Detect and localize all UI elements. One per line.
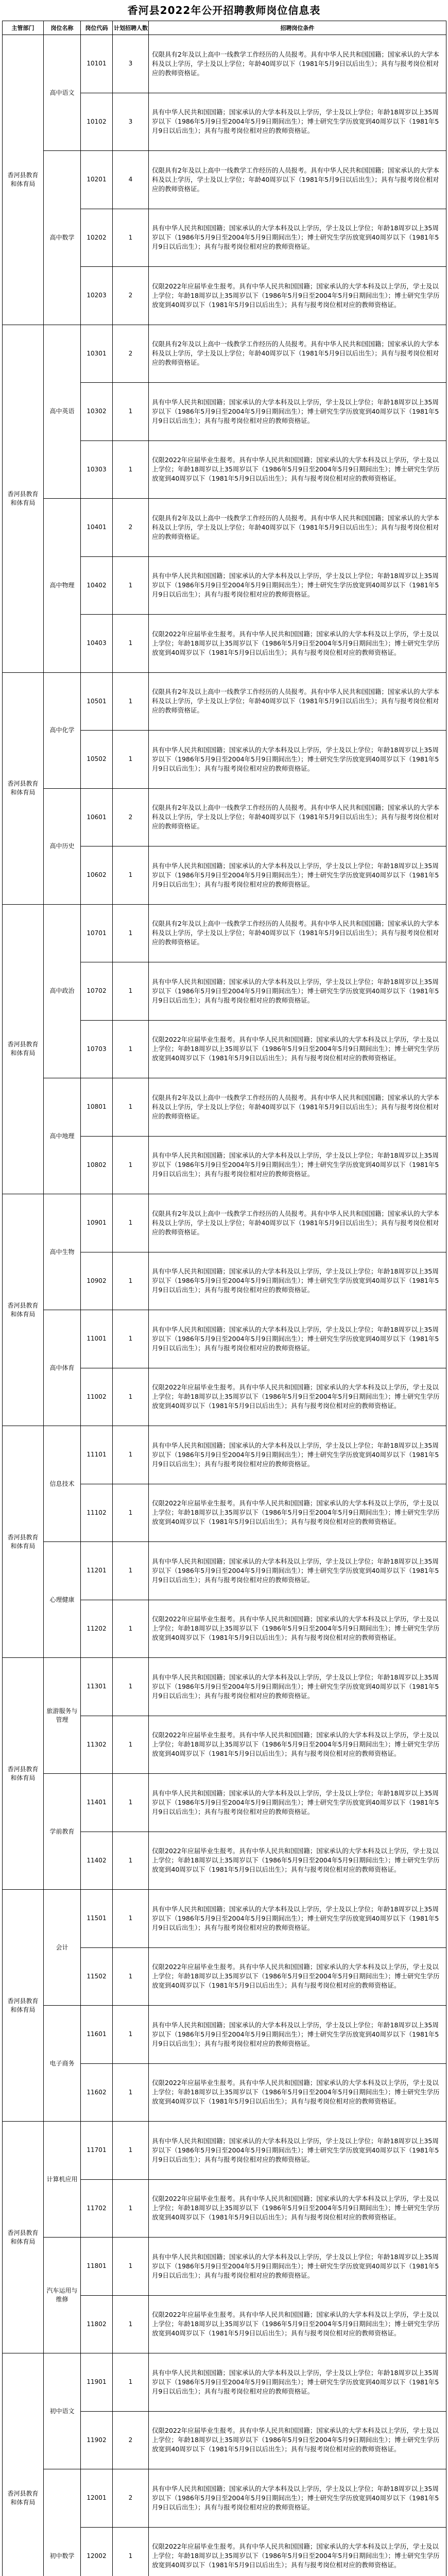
hire-count-cell: 1 xyxy=(113,1078,149,1137)
hire-count-cell: 2 xyxy=(113,788,149,846)
table-row xyxy=(3,1426,446,1484)
hire-count-cell: 1 xyxy=(113,1310,149,1368)
dept-cell: 香河县教育和体育局 xyxy=(3,1658,44,1890)
post-code-cell: 10802 xyxy=(81,1136,113,1194)
post-code-cell: 10601 xyxy=(81,788,113,846)
post-code-cell: 11302 xyxy=(81,1716,113,1774)
conditions-cell: 仅限2022年应届毕业生报考。具有中华人民共和国国籍；国家承认的大学本科及以上学历，学士及以上学位；年龄18周岁以上35周岁以下（1986年5月9日至2004年5月9日期间出生）；博士研究生学历放宽到40周岁以下（1981年5月9日以后出生）；具有与报考岗位相对应的教师资格证。 xyxy=(149,1020,446,1078)
conditions-cell: 具有中华人民共和国国籍；国家承认的大学本科及以上学历，学士及以上学位；年龄18周岁以上35周岁以下（1986年5月9日至2004年5月9日期间出生）；博士研究生学历放宽到40周岁以下（1981年5月9日以后出生）；具有与报考岗位相对应的教师资格证。 xyxy=(149,846,446,905)
post-code-cell: 11601 xyxy=(81,2006,113,2064)
post-name-cell: 初中语文 xyxy=(44,2353,81,2469)
post-name-cell: 高中英语 xyxy=(44,325,81,499)
table-row xyxy=(3,1890,446,1948)
table-row xyxy=(3,904,446,962)
post-code-cell: 10101 xyxy=(81,35,113,93)
post-code-cell: 10201 xyxy=(81,151,113,209)
conditions-cell: 仅限2022年应届毕业生报考。具有中华人民共和国国籍；国家承认的大学本科及以上学历，学士及以上学位；年龄18周岁以上35周岁以下（1986年5月9日至2004年5月9日期间出生）；博士研究生学历放宽到40周岁以下（1981年5月9日以后出生）；具有与报考岗位相对应的教师资格证。 xyxy=(149,2411,446,2469)
conditions-cell: 具有中华人民共和国国籍；国家承认的大学本科及以上学历，学士及以上学位；年龄18周岁以上35周岁以下（1986年5月9日至2004年5月9日期间出生）；博士研究生学历放宽到40周岁以下（1981年5月9日以后出生）；具有与报考岗位相对应的教师资格证。 xyxy=(149,2238,446,2296)
post-code-cell: 12001 xyxy=(81,2469,113,2528)
header-dept: 主管部门 xyxy=(3,21,44,35)
post-code-cell: 11102 xyxy=(81,1484,113,1542)
post-code-cell: 11801 xyxy=(81,2238,113,2296)
conditions-cell: 仅限2022年应届毕业生报考。具有中华人民共和国国籍；国家承认的大学本科及以上学历，学士及以上学位；年龄18周岁以上35周岁以下（1986年5月9日至2004年5月9日期间出生）；博士研究生学历放宽到40周岁以下（1981年5月9日以后出生）；具有与报考岗位相对应的教师资格证。 xyxy=(149,615,446,673)
post-code-cell: 10801 xyxy=(81,1078,113,1137)
hire-count-cell: 1 xyxy=(113,1020,149,1078)
post-code-cell: 10203 xyxy=(81,267,113,325)
table-row xyxy=(3,1310,446,1368)
conditions-cell: 仅限2022年应届毕业生报考。具有中华人民共和国国籍；国家承认的大学本科及以上学历，学士及以上学位；年龄18周岁以上35周岁以下（1986年5月9日至2004年5月9日期间出生）；博士研究生学历放宽到40周岁以下（1981年5月9日以后出生）；具有与报考岗位相对应的教师资格证。 xyxy=(149,1484,446,1542)
post-name-cell: 旅游服务与管理 xyxy=(44,1658,81,1774)
conditions-cell: 仅限具有2年及以上高中一线教学工作经历的人员报考。具有中华人民共和国国籍；国家承认的大学本科及以上学历，学士及以上学位；年龄40周岁以下（1981年5月9日以后出生）；具有与报考岗位相对应的教师资格证。 xyxy=(149,151,446,209)
post-code-cell: 11401 xyxy=(81,1774,113,1832)
recruitment-table xyxy=(2,21,446,2576)
conditions-cell: 具有中华人民共和国国籍；国家承认的大学本科及以上学历，学士及以上学位；年龄18周岁以上35周岁以下（1986年5月9日至2004年5月9日期间出生）；博士研究生学历放宽到40周岁以下（1981年5月9日以后出生）；具有与报考岗位相对应的教师资格证。 xyxy=(149,1658,446,1716)
dept-cell: 香河县教育和体育局 xyxy=(3,672,44,904)
hire-count-cell: 1 xyxy=(113,904,149,962)
hire-count-cell: 1 xyxy=(113,209,149,267)
post-code-cell: 10501 xyxy=(81,672,113,731)
header-row xyxy=(3,21,446,35)
hire-count-cell: 1 xyxy=(113,962,149,1021)
post-code-cell: 11602 xyxy=(81,2063,113,2122)
conditions-cell: 仅限2022年应届毕业生报考。具有中华人民共和国国籍；国家承认的大学本科及以上学历，学士及以上学位；年龄18周岁以上35周岁以下（1986年5月9日至2004年5月9日期间出生）；博士研究生学历放宽到40周岁以下（1981年5月9日以后出生）；具有与报考岗位相对应的教师资格证。 xyxy=(149,2295,446,2353)
hire-count-cell: 2 xyxy=(113,325,149,383)
post-code-cell: 10401 xyxy=(81,499,113,557)
page-title: 香河县2022年公开招聘教师岗位信息表 xyxy=(127,4,321,16)
post-code-cell: 11902 xyxy=(81,2411,113,2469)
post-code-cell: 11101 xyxy=(81,1426,113,1484)
conditions-cell: 仅限2022年应届毕业生报考。具有中华人民共和国国籍；国家承认的大学本科及以上学历，学士及以上学位；年龄18周岁以上35周岁以下（1986年5月9日至2004年5月9日期间出生）；博士研究生学历放宽到40周岁以下（1981年5月9日以后出生）；具有与报考岗位相对应的教师资格证。 xyxy=(149,2527,446,2576)
hire-count-cell: 1 xyxy=(113,1136,149,1194)
post-code-cell: 10602 xyxy=(81,846,113,905)
table-row xyxy=(3,499,446,557)
conditions-cell: 仅限具有2年及以上高中一线教学工作经历的人员报考。具有中华人民共和国国籍；国家承认的大学本科及以上学历，学士及以上学位；年龄40周岁以下（1981年5月9日以后出生）；具有与报考岗位相对应的教师资格证。 xyxy=(149,788,446,846)
conditions-cell: 具有中华人民共和国国籍；国家承认的大学本科及以上学历，学士及以上学位；年龄18周岁以上35周岁以下（1986年5月9日至2004年5月9日期间出生）；博士研究生学历放宽到40周岁以下（1981年5月9日以后出生）；具有与报考岗位相对应的教师资格证。 xyxy=(149,383,446,441)
conditions-cell: 仅限2022年应届毕业生报考。具有中华人民共和国国籍；国家承认的大学本科及以上学历，学士及以上学位；年龄18周岁以上35周岁以下（1986年5月9日至2004年5月9日期间出生）；博士研究生学历放宽到40周岁以下（1981年5月9日以后出生）；具有与报考岗位相对应的教师资格证。 xyxy=(149,1947,446,2006)
conditions-cell: 仅限具有2年及以上高中一线教学工作经历的人员报考。具有中华人民共和国国籍；国家承认的大学本科及以上学历，学士及以上学位；年龄40周岁以下（1981年5月9日以后出生）；具有与报考岗位相对应的教师资格证。 xyxy=(149,904,446,962)
hire-count-cell: 1 xyxy=(113,2179,149,2238)
post-name-cell: 高中地理 xyxy=(44,1078,81,1194)
hire-count-cell: 1 xyxy=(113,2006,149,2064)
hire-count-cell: 1 xyxy=(113,1484,149,1542)
hire-count-cell: 1 xyxy=(113,2238,149,2296)
dept-cell: 香河县教育和体育局 xyxy=(3,904,44,1194)
hire-count-cell: 1 xyxy=(113,615,149,673)
dept-cell: 香河县教育和体育局 xyxy=(3,35,44,325)
post-name-cell: 高中语文 xyxy=(44,35,81,151)
hire-count-cell: 1 xyxy=(113,1890,149,1948)
table-row xyxy=(3,2353,446,2412)
post-code-cell: 12002 xyxy=(81,2527,113,2576)
hire-count-cell: 2 xyxy=(113,2411,149,2469)
table-row xyxy=(3,1658,446,1716)
header-conditions: 招聘岗位条件 xyxy=(149,21,446,35)
hire-count-cell: 1 xyxy=(113,1600,149,1658)
table-row xyxy=(3,2238,446,2296)
conditions-cell: 具有中华人民共和国国籍；国家承认的大学本科及以上学历，学士及以上学位；年龄18周岁以上35周岁以下（1986年5月9日至2004年5月9日期间出生）；博士研究生学历放宽到40周岁以下（1981年5月9日以后出生）；具有与报考岗位相对应的教师资格证。 xyxy=(149,1310,446,1368)
hire-count-cell: 1 xyxy=(113,1252,149,1310)
conditions-cell: 具有中华人民共和国国籍；国家承认的大学本科及以上学历，学士及以上学位；年龄18周岁以上35周岁以下（1986年5月9日至2004年5月9日期间出生）；博士研究生学历放宽到40周岁以下（1981年5月9日以后出生）；具有与报考岗位相对应的教师资格证。 xyxy=(149,2006,446,2064)
conditions-cell: 具有中华人民共和国国籍；国家承认的大学本科及以上学历，学士及以上学位；年龄18周岁以上35周岁以下（1986年5月9日至2004年5月9日期间出生）；博士研究生学历放宽到40周岁以下（1981年5月9日以后出生）；具有与报考岗位相对应的教师资格证。 xyxy=(149,93,446,151)
table-row xyxy=(3,2469,446,2528)
conditions-cell: 仅限2022年应届毕业生报考。具有中华人民共和国国籍；国家承认的大学本科及以上学历，学士及以上学位；年龄18周岁以上35周岁以下（1986年5月9日至2004年5月9日期间出生）；博士研究生学历放宽到40周岁以下（1981年5月9日以后出生）；具有与报考岗位相对应的教师资格证。 xyxy=(149,1832,446,1890)
header-hire-count: 计划招聘人数 xyxy=(113,21,149,35)
table-row xyxy=(3,788,446,846)
post-code-cell: 10302 xyxy=(81,383,113,441)
post-code-cell: 11802 xyxy=(81,2295,113,2353)
post-name-cell: 高中体育 xyxy=(44,1310,81,1426)
hire-count-cell: 3 xyxy=(113,93,149,151)
hire-count-cell: 1 xyxy=(113,556,149,615)
post-name-cell: 高中数学 xyxy=(44,151,81,325)
conditions-cell: 具有中华人民共和国国籍；国家承认的大学本科及以上学历，学士及以上学位；年龄18周岁以上35周岁以下（1986年5月9日至2004年5月9日期间出生）；博士研究生学历放宽到40周岁以下（1981年5月9日以后出生）；具有与报考岗位相对应的教师资格证。 xyxy=(149,1542,446,1600)
hire-count-cell: 1 xyxy=(113,1542,149,1600)
hire-count-cell: 1 xyxy=(113,440,149,499)
conditions-cell: 具有中华人民共和国国籍；国家承认的大学本科及以上学历，学士及以上学位；年龄18周岁以上35周岁以下（1986年5月9日至2004年5月9日期间出生）；博士研究生学历放宽到40周岁以下（1981年5月9日以后出生）；具有与报考岗位相对应的教师资格证。 xyxy=(149,731,446,789)
conditions-cell: 具有中华人民共和国国籍；国家承认的大学本科及以上学历，学士及以上学位；年龄18周岁以上35周岁以下（1986年5月9日至2004年5月9日期间出生）；博士研究生学历放宽到40周岁以下（1981年5月9日以后出生）；具有与报考岗位相对应的教师资格证。 xyxy=(149,1890,446,1948)
dept-cell: 香河县教育和体育局 xyxy=(3,1890,44,2122)
hire-count-cell: 1 xyxy=(113,2295,149,2353)
hire-count-cell: 1 xyxy=(113,1774,149,1832)
hire-count-cell: 1 xyxy=(113,1947,149,2006)
table-body xyxy=(3,35,446,2576)
hire-count-cell: 1 xyxy=(113,1426,149,1484)
post-code-cell: 10102 xyxy=(81,93,113,151)
conditions-cell: 仅限2022年应届毕业生报考。具有中华人民共和国国籍；国家承认的大学本科及以上学历，学士及以上学位；年龄18周岁以上35周岁以下（1986年5月9日至2004年5月9日期间出生）；博士研究生学历放宽到40周岁以下（1981年5月9日以后出生）；具有与报考岗位相对应的教师资格证。 xyxy=(149,1716,446,1774)
conditions-cell: 具有中华人民共和国国籍；国家承认的大学本科及以上学历，学士及以上学位；年龄18周岁以上35周岁以下（1986年5月9日至2004年5月9日期间出生）；博士研究生学历放宽到40周岁以下（1981年5月9日以后出生）；具有与报考岗位相对应的教师资格证。 xyxy=(149,1774,446,1832)
post-code-cell: 11002 xyxy=(81,1368,113,1426)
post-code-cell: 10202 xyxy=(81,209,113,267)
dept-cell: 香河县教育和体育局 xyxy=(3,2353,44,2576)
conditions-cell: 具有中华人民共和国国籍；国家承认的大学本科及以上学历，学士及以上学位；年龄18周岁以上35周岁以下（1986年5月9日至2004年5月9日期间出生）；博士研究生学历放宽到40周岁以下（1981年5月9日以后出生）；具有与报考岗位相对应的教师资格证。 xyxy=(149,2122,446,2180)
dept-cell: 香河县教育和体育局 xyxy=(3,1426,44,1658)
table-row xyxy=(3,151,446,209)
conditions-cell: 具有中华人民共和国国籍；国家承认的大学本科及以上学历，学士及以上学位；年龄18周岁以上35周岁以下（1986年5月9日至2004年5月9日期间出生）；博士研究生学历放宽到40周岁以下（1981年5月9日以后出生）；具有与报考岗位相对应的教师资格证。 xyxy=(149,209,446,267)
hire-count-cell: 1 xyxy=(113,383,149,441)
hire-count-cell: 1 xyxy=(113,1716,149,1774)
hire-count-cell: 1 xyxy=(113,731,149,789)
post-name-cell: 信息技术 xyxy=(44,1426,81,1542)
dept-cell: 香河县教育和体育局 xyxy=(3,2122,44,2353)
hire-count-cell: 4 xyxy=(113,151,149,209)
table-row xyxy=(3,325,446,383)
conditions-cell: 仅限2022年应届毕业生报考。具有中华人民共和国国籍；国家承认的大学本科及以上学历，学士及以上学位；年龄18周岁以上35周岁以下（1986年5月9日至2004年5月9日期间出生）；博士研究生学历放宽到40周岁以下（1981年5月9日以后出生）；具有与报考岗位相对应的教师资格证。 xyxy=(149,2063,446,2122)
table-row xyxy=(3,1542,446,1600)
post-code-cell: 11202 xyxy=(81,1600,113,1658)
dept-cell: 香河县教育和体育局 xyxy=(3,325,44,672)
table-row xyxy=(3,1774,446,1832)
post-code-cell: 10402 xyxy=(81,556,113,615)
table-row xyxy=(3,2006,446,2064)
conditions-cell: 具有中华人民共和国国籍；国家承认的大学本科及以上学历，学士及以上学位；年龄18周岁以上35周岁以下（1986年5月9日至2004年5月9日期间出生）；博士研究生学历放宽到40周岁以下（1981年5月9日以后出生）；具有与报考岗位相对应的教师资格证。 xyxy=(149,2469,446,2528)
post-code-cell: 11501 xyxy=(81,1890,113,1948)
hire-count-cell: 2 xyxy=(113,267,149,325)
post-code-cell: 10901 xyxy=(81,1194,113,1252)
conditions-cell: 具有中华人民共和国国籍；国家承认的大学本科及以上学历，学士及以上学位；年龄18周岁以上35周岁以下（1986年5月9日至2004年5月9日期间出生）；博士研究生学历放宽到40周岁以下（1981年5月9日以后出生）；具有与报考岗位相对应的教师资格证。 xyxy=(149,1426,446,1484)
post-name-cell: 学前教育 xyxy=(44,1774,81,1890)
table-row xyxy=(3,35,446,93)
post-code-cell: 10702 xyxy=(81,962,113,1021)
post-code-cell: 10502 xyxy=(81,731,113,789)
hire-count-cell: 1 xyxy=(113,672,149,731)
post-name-cell: 计算机应用 xyxy=(44,2122,81,2238)
post-code-cell: 11702 xyxy=(81,2179,113,2238)
hire-count-cell: 1 xyxy=(113,2527,149,2576)
table-row xyxy=(3,1194,446,1252)
hire-count-cell: 1 xyxy=(113,1658,149,1716)
post-code-cell: 10403 xyxy=(81,615,113,673)
dept-cell: 香河县教育和体育局 xyxy=(3,1194,44,1426)
hire-count-cell: 1 xyxy=(113,1194,149,1252)
header-post-name: 岗位名称 xyxy=(44,21,81,35)
conditions-cell: 仅限2022年应届毕业生报考。具有中华人民共和国国籍；国家承认的大学本科及以上学历，学士及以上学位；年龄18周岁以上35周岁以下（1986年5月9日至2004年5月9日期间出生）；博士研究生学历放宽到40周岁以下（1981年5月9日以后出生）；具有与报考岗位相对应的教师资格证。 xyxy=(149,2179,446,2238)
conditions-cell: 仅限2022年应届毕业生报考。具有中华人民共和国国籍；国家承认的大学本科及以上学历，学士及以上学位；年龄18周岁以上35周岁以下（1986年5月9日至2004年5月9日期间出生）；博士研究生学历放宽到40周岁以下（1981年5月9日以后出生）；具有与报考岗位相对应的教师资格证。 xyxy=(149,1368,446,1426)
conditions-cell: 具有中华人民共和国国籍；国家承认的大学本科及以上学历，学士及以上学位；年龄18周岁以上35周岁以下（1986年5月9日至2004年5月9日期间出生）；博士研究生学历放宽到40周岁以下（1981年5月9日以后出生）；具有与报考岗位相对应的教师资格证。 xyxy=(149,962,446,1021)
post-name-cell: 电子商务 xyxy=(44,2006,81,2122)
hire-count-cell: 2 xyxy=(113,2469,149,2528)
conditions-cell: 仅限具有2年及以上高中一线教学工作经历的人员报考。具有中华人民共和国国籍；国家承认的大学本科及以上学历，学士及以上学位；年龄40周岁以下（1981年5月9日以后出生）；具有与报考岗位相对应的教师资格证。 xyxy=(149,325,446,383)
post-code-cell: 11001 xyxy=(81,1310,113,1368)
post-code-cell: 10701 xyxy=(81,904,113,962)
post-code-cell: 10301 xyxy=(81,325,113,383)
post-name-cell: 高中政治 xyxy=(44,904,81,1078)
post-name-cell: 心理健康 xyxy=(44,1542,81,1658)
conditions-cell: 仅限具有2年及以上高中一线教学工作经历的人员报考。具有中华人民共和国国籍；国家承认的大学本科及以上学历，学士及以上学位；年龄40周岁以下（1981年5月9日以后出生）；具有与报考岗位相对应的教师资格证。 xyxy=(149,1078,446,1137)
conditions-cell: 仅限2022年应届毕业生报考。具有中华人民共和国国籍；国家承认的大学本科及以上学历，学士及以上学位；年龄18周岁以上35周岁以下（1986年5月9日至2004年5月9日期间出生）；博士研究生学历放宽到40周岁以下（1981年5月9日以后出生）；具有与报考岗位相对应的教师资格证。 xyxy=(149,440,446,499)
hire-count-cell: 2 xyxy=(113,499,149,557)
post-name-cell: 高中生物 xyxy=(44,1194,81,1310)
hire-count-cell: 1 xyxy=(113,846,149,905)
hire-count-cell: 3 xyxy=(113,35,149,93)
post-code-cell: 10303 xyxy=(81,440,113,499)
hire-count-cell: 1 xyxy=(113,2353,149,2412)
table-row xyxy=(3,1078,446,1137)
conditions-cell: 具有中华人民共和国国籍；国家承认的大学本科及以上学历，学士及以上学位；年龄18周岁以上35周岁以下（1986年5月9日至2004年5月9日期间出生）；博士研究生学历放宽到40周岁以下（1981年5月9日以后出生）；具有与报考岗位相对应的教师资格证。 xyxy=(149,556,446,615)
table-row xyxy=(3,2122,446,2180)
conditions-cell: 仅限具有2年及以上高中一线教学工作经历的人员报考。具有中华人民共和国国籍；国家承认的大学本科及以上学历，学士及以上学位；年龄40周岁以下（1981年5月9日以后出生）；具有与报考岗位相对应的教师资格证。 xyxy=(149,499,446,557)
hire-count-cell: 1 xyxy=(113,2063,149,2122)
hire-count-cell: 1 xyxy=(113,1368,149,1426)
post-name-cell: 会计 xyxy=(44,1890,81,2006)
post-code-cell: 11402 xyxy=(81,1832,113,1890)
conditions-cell: 具有中华人民共和国国籍；国家承认的大学本科及以上学历，学士及以上学位；年龄18周岁以上35周岁以下（1986年5月9日至2004年5月9日期间出生）；博士研究生学历放宽到40周岁以下（1981年5月9日以后出生）；具有与报考岗位相对应的教师资格证。 xyxy=(149,1252,446,1310)
hire-count-cell: 1 xyxy=(113,2122,149,2180)
post-code-cell: 11901 xyxy=(81,2353,113,2412)
conditions-cell: 仅限具有2年及以上高中一线教学工作经历的人员报考。具有中华人民共和国国籍；国家承认的大学本科及以上学历，学士及以上学位；年龄40周岁以下（1981年5月9日以后出生）；具有与报考岗位相对应的教师资格证。 xyxy=(149,1194,446,1252)
post-code-cell: 11502 xyxy=(81,1947,113,2006)
post-name-cell: 高中化学 xyxy=(44,672,81,788)
post-code-cell: 10902 xyxy=(81,1252,113,1310)
post-name-cell: 高中物理 xyxy=(44,499,81,673)
header-post-code: 岗位代码 xyxy=(81,21,113,35)
post-code-cell: 11301 xyxy=(81,1658,113,1716)
conditions-cell: 仅限2022年应届毕业生报考。具有中华人民共和国国籍；国家承认的大学本科及以上学历，学士及以上学位；年龄18周岁以上35周岁以下（1986年5月9日至2004年5月9日期间出生）；博士研究生学历放宽到40周岁以下（1981年5月9日以后出生）；具有与报考岗位相对应的教师资格证。 xyxy=(149,267,446,325)
conditions-cell: 具有中华人民共和国国籍；国家承认的大学本科及以上学历，学士及以上学位；年龄18周岁以上35周岁以下（1986年5月9日至2004年5月9日期间出生）；博士研究生学历放宽到40周岁以下（1981年5月9日以后出生）；具有与报考岗位相对应的教师资格证。 xyxy=(149,1136,446,1194)
post-name-cell: 汽车运用与维修 xyxy=(44,2238,81,2353)
post-code-cell: 11201 xyxy=(81,1542,113,1600)
conditions-cell: 仅限2022年应届毕业生报考。具有中华人民共和国国籍；国家承认的大学本科及以上学历，学士及以上学位；年龄18周岁以上35周岁以下（1986年5月9日至2004年5月9日期间出生）；博士研究生学历放宽到40周岁以下（1981年5月9日以后出生）；具有与报考岗位相对应的教师资格证。 xyxy=(149,1600,446,1658)
table-row xyxy=(3,672,446,731)
hire-count-cell: 1 xyxy=(113,1832,149,1890)
conditions-cell: 具有中华人民共和国国籍；国家承认的大学本科及以上学历，学士及以上学位；年龄18周岁以上35周岁以下（1986年5月9日至2004年5月9日期间出生）；博士研究生学历放宽到40周岁以下（1981年5月9日以后出生）；具有与报考岗位相对应的教师资格证。 xyxy=(149,2353,446,2412)
conditions-cell: 仅限具有2年及以上高中一线教学工作经历的人员报考。具有中华人民共和国国籍；国家承认的大学本科及以上学历，学士及以上学位；年龄40周岁以下（1981年5月9日以后出生）；具有与报考岗位相对应的教师资格证。 xyxy=(149,672,446,731)
conditions-cell: 仅限具有2年及以上高中一线教学工作经历的人员报考。具有中华人民共和国国籍；国家承认的大学本科及以上学历，学士及以上学位；年龄40周岁以下（1981年5月9日以后出生）；具有与报考岗位相对应的教师资格证。 xyxy=(149,35,446,93)
post-name-cell: 初中数学 xyxy=(44,2469,81,2576)
post-code-cell: 11701 xyxy=(81,2122,113,2180)
post-code-cell: 10703 xyxy=(81,1020,113,1078)
post-name-cell: 高中历史 xyxy=(44,788,81,904)
